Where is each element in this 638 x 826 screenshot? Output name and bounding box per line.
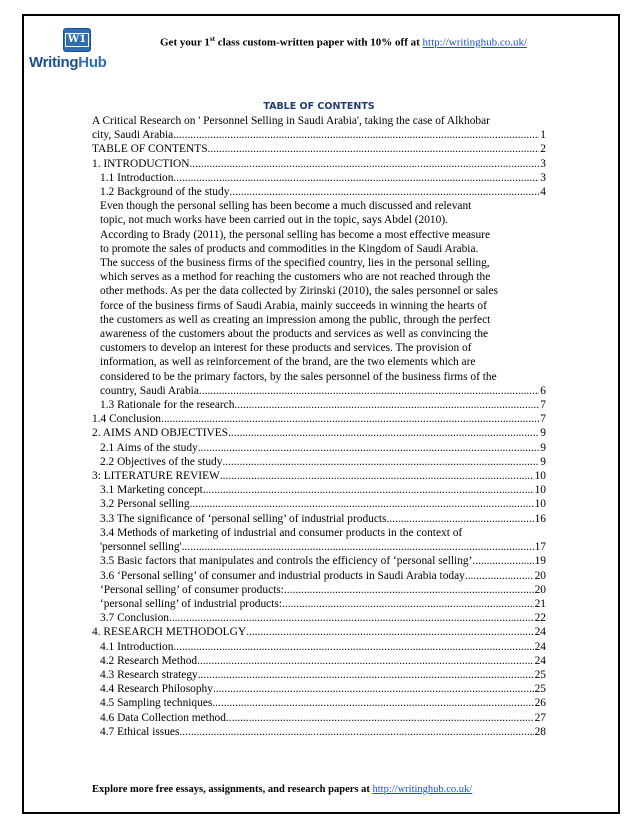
toc-text-line: A Critical Research on ' Personnel Selling in Saudi Arabia', taking the case of Alkhobar	[92, 115, 490, 127]
toc-leader-dots	[161, 412, 539, 426]
toc-entry[interactable]	[92, 554, 546, 568]
toc-page-number: 3	[540, 171, 546, 184]
toc-entry[interactable]	[92, 668, 546, 682]
header-promo	[160, 35, 527, 49]
toc-page-number: 24	[534, 654, 546, 667]
toc-entry[interactable]	[92, 711, 546, 725]
toc-entry[interactable]	[92, 157, 546, 171]
toc-text-line: 3.4 Methods of marketing of industrial and consumer products in the context of	[100, 526, 463, 539]
toc-entry-title: city, Saudi Arabia	[92, 129, 174, 142]
toc-page-number: 4	[540, 186, 546, 199]
toc-entry[interactable]	[92, 142, 546, 156]
toc-entry-title: 1.4 Conclusion	[92, 413, 161, 426]
toc-entry[interactable]	[92, 611, 546, 625]
footer-link[interactable]: http://writinghub.co.uk/	[372, 784, 473, 795]
toc-page-number: 7	[540, 399, 546, 412]
toc-entry[interactable]	[92, 682, 546, 696]
promo-pre: Get your 1	[160, 36, 210, 49]
toc-leader-dots	[226, 711, 534, 725]
toc-page-number: 28	[534, 725, 546, 738]
toc-leader-dots	[228, 426, 539, 440]
toc-page-number: 16	[534, 512, 546, 525]
toc-entry-title: 2.2 Objectives of the study	[100, 455, 223, 468]
toc-entry[interactable]	[92, 398, 546, 412]
toc-page-number: 25	[534, 683, 546, 696]
header-link[interactable]: http://writinghub.co.uk/	[422, 36, 528, 49]
toc-entry-title: 'personnel selling'	[100, 541, 182, 554]
toc-leader-dots	[169, 611, 534, 625]
toc-entry-title: 1. INTRODUCTION	[92, 157, 190, 170]
toc-entry[interactable]	[92, 597, 546, 611]
toc-entry-title: 3.3 The significance of ‘personal selling’ of industrial products	[100, 512, 387, 525]
toc-text-line: awareness of the customers about the products and services as well as convincing the	[100, 328, 489, 341]
toc-entry[interactable]	[92, 384, 546, 398]
toc-text-line: which serves as a method for reaching the customers who are not reached through the	[100, 271, 491, 284]
toc-entry-title: 2. AIMS AND OBJECTIVES	[92, 427, 229, 440]
toc-entry[interactable]	[92, 583, 546, 597]
toc-entry-title: 3.5 Basic factors that manipulates and controls the efficiency of ‘personal selling’.	[100, 555, 476, 568]
toc-page-number: 17	[534, 541, 546, 554]
toc-entry-title: 1.1 Introduction	[100, 171, 174, 184]
toc-entry-title: country, Saudi Arabia.	[100, 384, 202, 397]
toc-entry-title: 4.7 Ethical issues	[100, 725, 180, 738]
toc-entry-title: 3.7 Conclusion	[100, 612, 169, 625]
toc-entry-title: ‘personal selling’ of industrial products:	[100, 597, 282, 610]
toc-entry[interactable]	[92, 497, 546, 511]
toc-entry[interactable]	[92, 569, 546, 583]
toc-leader-dots	[213, 682, 534, 696]
toc-entry[interactable]	[92, 696, 546, 710]
toc-page-number: 1	[540, 129, 546, 142]
toc-page-number: 22	[534, 612, 546, 625]
toc-entry[interactable]	[92, 640, 546, 654]
toc-page-number: 10	[534, 470, 546, 483]
toc-text-line: customers to develop an interest for these products and services. The provision of	[100, 342, 472, 355]
toc-leader-dots	[203, 483, 534, 497]
toc-leader-dots	[198, 441, 540, 455]
toc-entry-title: 3: LITERATURE REVIEW	[92, 470, 220, 483]
toc-leader-dots	[182, 540, 534, 554]
toc-page-number: 19	[534, 555, 546, 568]
toc-page-number: 9	[540, 455, 546, 468]
toc-leader-dots	[179, 725, 533, 739]
toc-entry[interactable]	[92, 455, 546, 469]
footer-promo	[92, 784, 472, 795]
toc-page-number: 21	[534, 597, 546, 610]
toc-page-number: 20	[534, 569, 546, 582]
writinghub-logo[interactable]	[27, 24, 119, 76]
toc-page-number: 24	[534, 640, 546, 653]
toc-page-number: 26	[534, 697, 546, 710]
toc-entry-title: TABLE OF CONTENTS	[92, 143, 208, 156]
toc-entry-title: 1.2 Background of the study	[100, 186, 230, 199]
toc-leader-dots	[189, 157, 539, 171]
toc-leader-dots	[229, 185, 539, 199]
toc-page-number: 20	[534, 583, 546, 596]
toc-entry-title: ‘Personal selling’ of consumer products:	[100, 583, 284, 596]
toc-page-number: 3	[540, 157, 546, 170]
toc-entry[interactable]	[92, 441, 546, 455]
logo-badge-icon	[63, 28, 91, 52]
toc-entry-title: 1.3 Rationale for the research	[100, 399, 235, 412]
toc-page-number: 2	[540, 143, 546, 156]
toc-text-line: force of the business firms of Saudi Arabia, mainly succeeds in winning the hearts of	[100, 299, 487, 312]
toc-page-number: 9	[540, 427, 546, 440]
logo-badge-text: W1	[65, 33, 89, 47]
toc-entry[interactable]	[92, 654, 546, 668]
toc-leader-dots	[220, 469, 534, 483]
toc-page-number: 6	[540, 384, 546, 397]
toc-page-number: 9	[540, 441, 546, 454]
toc-entry-title: 2.1 Aims of the study	[100, 441, 198, 454]
toc-leader-dots	[475, 554, 533, 568]
toc-leader-dots	[202, 384, 540, 398]
promo-sup: st	[209, 35, 215, 43]
footer-text: Explore more free essays, assignments, and research papers at	[92, 784, 373, 795]
toc-text-line: the customers as well as creating an impression among the public, through the perfect	[100, 313, 491, 326]
toc-entry[interactable]	[92, 171, 546, 185]
toc-text-line: The success of the business firms of the specified country, lies in the personal selling,	[100, 257, 490, 270]
toc-page-number: 10	[534, 484, 546, 497]
toc-text-line: other methods. As per the data collected by Zirinski (2010), the sales personnel or sales	[100, 285, 498, 298]
toc-entry-title: 4.6 Data Collection method	[100, 711, 226, 724]
toc-entry[interactable]	[92, 625, 546, 639]
toc-leader-dots	[173, 128, 539, 142]
toc-leader-dots	[198, 668, 534, 682]
toc-entry[interactable]	[92, 725, 546, 739]
toc-text-line: to promote the sales of products and commodities in the Kingdom of Saudi Arabia.	[100, 242, 479, 255]
toc-page-number: 25	[534, 668, 546, 681]
toc-entry-title: 3.2 Personal selling	[100, 498, 190, 511]
logo-word-writing: Writing	[29, 54, 79, 71]
toc-text-line: According to Brady (2011), the personal selling has become a most effective measure	[100, 228, 491, 241]
toc-entry[interactable]	[92, 483, 546, 497]
toc-title: TABLE OF CONTENTS	[263, 101, 375, 112]
toc-leader-dots	[282, 597, 534, 611]
toc-text-line: considered to be the primary factors, by the sales personnel of the business firms of the	[100, 370, 497, 383]
toc-leader-dots	[246, 625, 534, 639]
toc-entry-title: 3.6 ‘Personal selling’ of consumer and industrial products in Saudi Arabia today	[100, 569, 465, 582]
toc-entry[interactable]	[92, 412, 546, 426]
toc-entry[interactable]	[92, 469, 546, 483]
toc-leader-dots	[234, 398, 539, 412]
logo-wordmark	[29, 54, 107, 71]
toc-page-number: 27	[534, 711, 546, 724]
toc-entry[interactable]	[92, 512, 546, 526]
toc-entry-title: 4.2 Research Method	[100, 654, 198, 667]
toc-entry[interactable]	[92, 426, 546, 440]
toc-entry[interactable]	[92, 540, 546, 554]
toc-leader-dots	[386, 512, 533, 526]
toc-leader-dots	[465, 569, 534, 583]
toc-leader-dots	[222, 455, 539, 469]
toc-entry-title: 4. RESEARCH METHODOLGY	[92, 626, 247, 639]
logo-word-hub: Hub	[78, 54, 107, 71]
toc-leader-dots	[197, 654, 533, 668]
promo-post: class custom-written paper with 10% off at	[214, 36, 423, 49]
toc-entry-title: 4.5 Sampling techniques	[100, 697, 213, 710]
toc-text-line: Even though the personal selling has been become a much discussed and relevant	[100, 200, 472, 213]
toc-leader-dots	[212, 696, 533, 710]
toc-entry-title: 4.3 Research strategy	[100, 668, 198, 681]
toc-leader-dots	[284, 583, 534, 597]
toc-entry-title: 3.1 Marketing concept	[100, 484, 203, 497]
toc-entry[interactable]	[92, 185, 546, 199]
toc-leader-dots	[190, 497, 534, 511]
toc-entry-title: 4.4 Research Philosophy	[100, 683, 213, 696]
toc-page-number: 7	[540, 413, 546, 426]
toc-page-number: 10	[534, 498, 546, 511]
toc-entry[interactable]	[92, 128, 546, 142]
toc-leader-dots	[208, 142, 540, 156]
toc-entry-title: 4.1 Introduction	[100, 640, 174, 653]
toc-leader-dots	[173, 171, 539, 185]
table-of-contents	[92, 114, 546, 739]
toc-page-number: 24	[534, 626, 546, 639]
toc-text-line: topic, not much works have been carried out in the topic, says Abdel (2010).	[100, 214, 448, 227]
toc-leader-dots	[173, 640, 533, 654]
toc-text-line: information, as well as reinforcement of the brand, are the two elements which are	[100, 356, 476, 369]
